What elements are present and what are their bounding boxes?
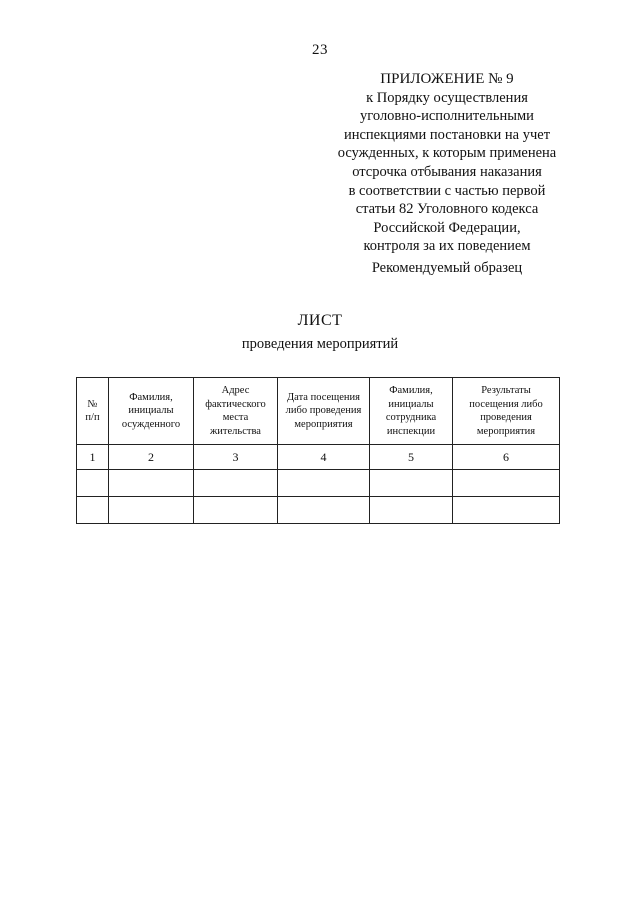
header-text: Фамилия, [389,385,433,396]
appendix-line: Российской Федерации, [373,219,521,236]
document-subtitle: проведения мероприятий [241,336,399,352]
appendix-line: статьи 82 Уголовного кодекса [355,201,539,218]
header-text: инициалы [128,405,174,417]
header-text: либо проведения [285,405,362,417]
column-number: 6 [453,445,560,470]
column-number: 5 [370,445,453,470]
table-cell [194,470,278,497]
header-text: сотрудника [385,412,437,423]
header-cell-officer [370,378,453,445]
header-cell-name [109,378,194,445]
appendix-line: в соответствии с частью первой [348,182,546,199]
header-text: Результаты [481,385,531,396]
page-number: 23 [312,42,328,58]
header-text: инспекции [386,425,436,437]
table-cell [370,470,453,497]
table-cell [370,497,453,524]
appendix-line: отсрочка отбывания наказания [352,163,542,180]
table-cell [453,497,560,524]
table-cell [109,497,194,524]
appendix-line: к Порядку осуществления [366,89,528,106]
appendix-line: осужденных, к которым применена [337,145,557,162]
document-title: ЛИСТ [297,312,343,329]
header-text: Дата посещения [287,391,360,403]
column-number: 3 [194,445,278,470]
header-text: фактического [205,398,266,410]
appendix-line: инспекциями постановки на учет [343,126,551,143]
header-text: мероприятия [476,425,536,437]
column-number: 4 [278,445,370,470]
table-header-row [77,378,560,445]
column-number: 1 [77,445,109,470]
header-text: п/п [85,412,100,423]
column-number: 2 [109,445,194,470]
header-text: осужденного [121,418,181,430]
header-cell-results [453,378,560,445]
appendix-line: контроля за их поведением [363,238,531,255]
table-cell [77,470,109,497]
table-cell [77,497,109,524]
column-number-row [77,445,560,470]
header-cell-number [77,378,109,445]
sample-note: Рекомендуемый образец [371,260,523,276]
header-cell-address [194,378,278,445]
table-cell [453,470,560,497]
table-cell [278,497,370,524]
table-cell [194,497,278,524]
header-text: инициалы [388,398,434,410]
header-cell-date [278,378,370,445]
table-cell [109,470,194,497]
header-text: посещения либо [469,398,543,410]
header-text: жительства [210,425,261,437]
appendix-line: уголовно-исполнительными [360,108,534,125]
table-cell [278,470,370,497]
header-text: Адрес [221,385,250,396]
table-row-empty [77,497,560,524]
header-text: Фамилия, [129,391,173,403]
appendix-block [322,70,572,256]
appendix-title: ПРИЛОЖЕНИЕ № 9 [380,71,514,87]
header-text: проведения [480,412,532,423]
header-text: мероприятия [294,418,353,430]
events-table [76,377,560,524]
table-row-empty [77,470,560,497]
header-text: № [87,398,98,410]
header-text: места [222,412,249,423]
